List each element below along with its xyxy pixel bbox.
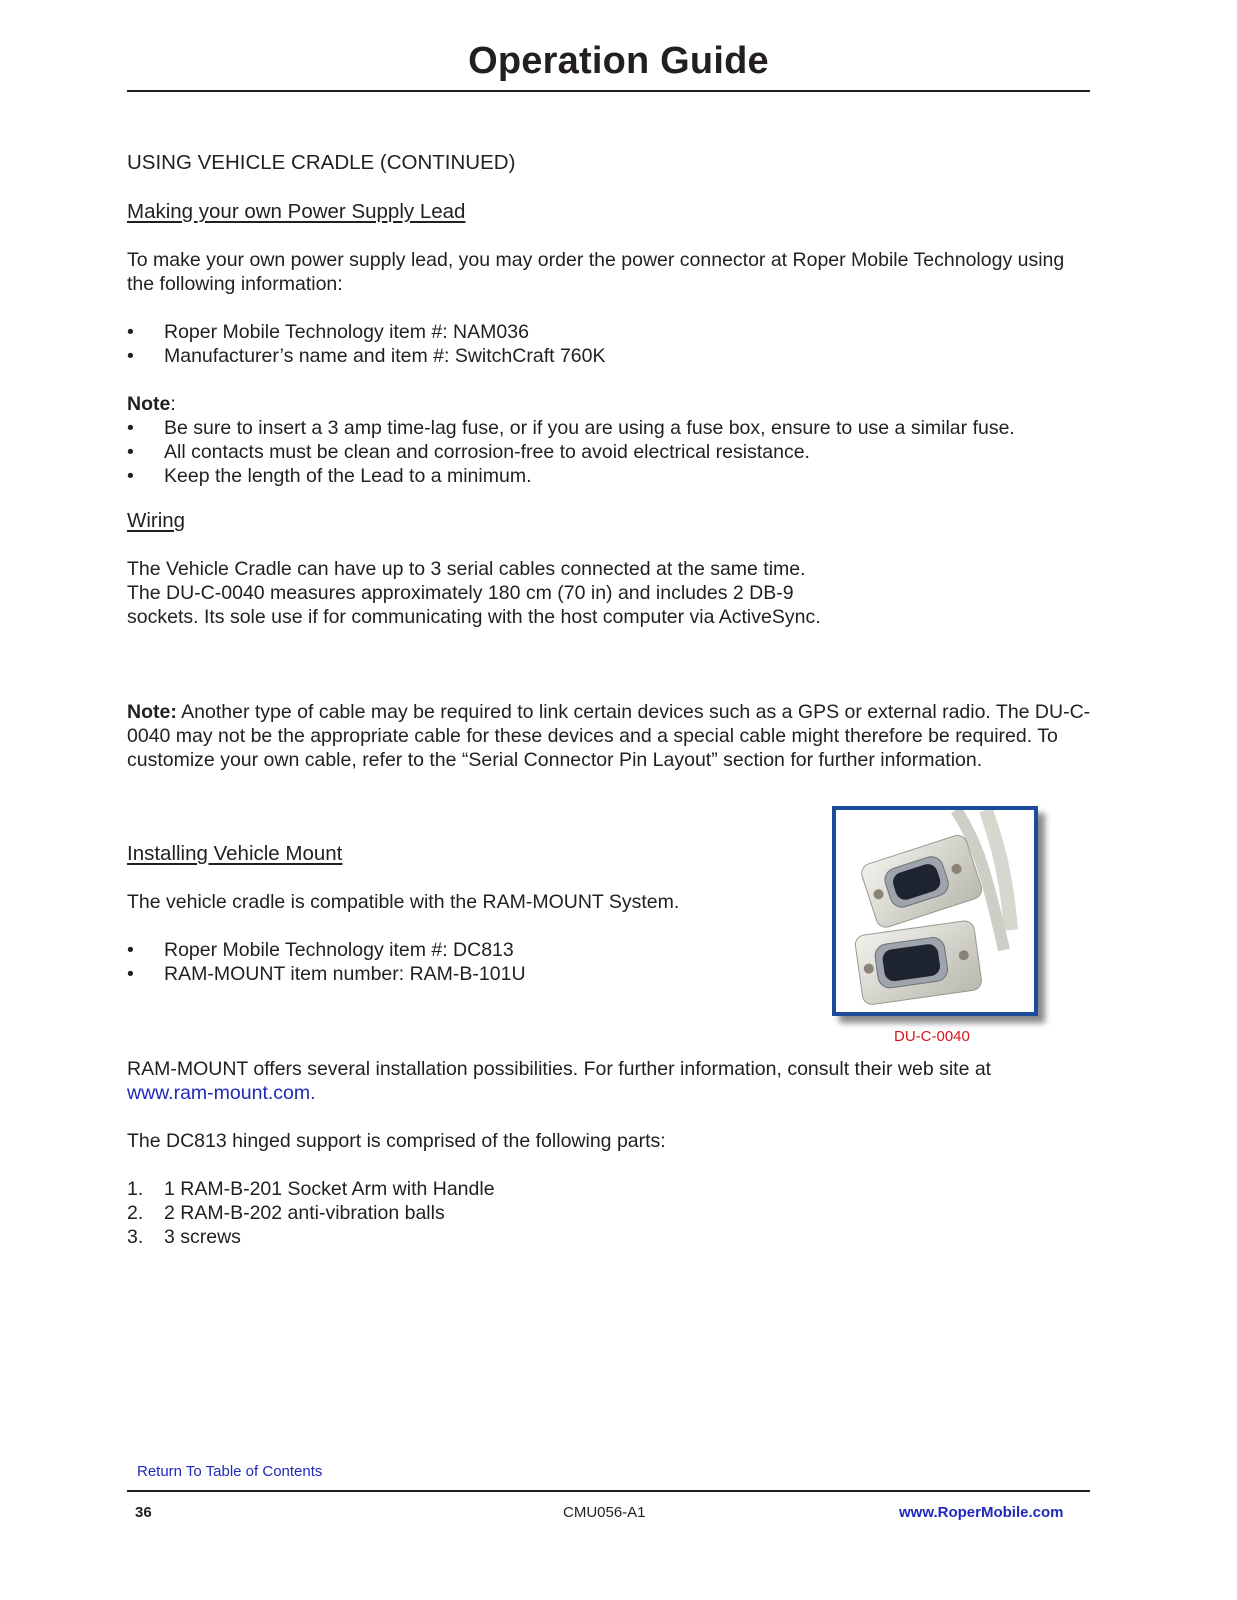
parts-list [127,1177,787,1249]
list-item: • RAM-MOUNT item number: RAM-B-101U [127,963,526,985]
list-item: 3. 3 screws [127,1226,241,1248]
mount-heading: Installing Vehicle Mount [127,842,343,865]
bullet: • [127,963,134,985]
bullet: • [127,465,134,487]
header-rule [127,90,1090,92]
cable-photo [832,806,1038,1016]
note-list [127,416,1067,488]
bullet: • [127,345,134,367]
ram-mount-link[interactable]: www.ram-mount.com. [127,1082,316,1104]
list-item: • Roper Mobile Technology item #: DC813 [127,939,514,961]
list-item: • Be sure to insert a 3 amp time-lag fuse, or if you are using a fuse box, ensure to use a similar fuse. [127,417,1015,439]
list-item: • Manufacturer’s name and item #: SwitchCraft 760K [127,345,606,367]
serial-cable-image [836,810,1034,1012]
section-heading: USING VEHICLE CRADLE (CONTINUED) [127,151,516,174]
bullet: • [127,441,134,463]
bullet: • [127,321,134,343]
bullet: • [127,417,134,439]
list-item: 1. 1 RAM-B-201 Socket Arm with Handle [127,1178,495,1200]
mount-list [127,938,787,986]
toc-link[interactable]: Return To Table of Contents [137,1463,323,1480]
power-lead-heading: Making your own Power Supply Lead [127,200,466,223]
mount-offers: RAM-MOUNT offers several installation possibilities. For further information, consult their web site at [127,1058,992,1080]
list-item: • Keep the length of the Lead to a minimum. [127,465,532,487]
power-lead-intro: To make your own power supply lead, you may order the power connector at Roper Mobile Technology using the following information: [127,249,1065,295]
page-number: 36 [135,1504,152,1521]
list-item: 2. 2 RAM-B-202 anti-vibration balls [127,1202,445,1224]
bullet: • [127,939,134,961]
wiring-line-3: sockets. Its sole use if for communicating with the host computer via ActiveSync. [127,606,821,628]
mount-intro: The vehicle cradle is compatible with the RAM-MOUNT System. [127,891,680,913]
list-item: • Roper Mobile Technology item #: NAM036 [127,321,529,343]
figure-caption: DU-C-0040 [894,1028,970,1045]
list-item: • All contacts must be clean and corrosion-free to avoid electrical resistance. [127,441,810,463]
wiring-heading: Wiring [127,509,186,532]
wiring-line-2: The DU-C-0040 measures approximately 180 cm (70 in) and includes 2 DB-9 [127,582,794,604]
footer-rule [127,1490,1090,1492]
parts-intro: The DC813 hinged support is comprised of the following parts: [127,1130,666,1152]
power-lead-list [127,320,1067,368]
wiring-line-1: The Vehicle Cradle can have up to 3 serial cables connected at the same time. [127,558,806,580]
wiring-note: Note: Another type of cable may be required to link certain devices such as a GPS or external radio. The DU-C-0040 may not be the appropriate cable for these devices and a special cable might therefore be required. To customize your own cable, refer to the “Serial Connector Pin Layout” section for further information. [127,701,1091,771]
note-label: Note: [127,393,176,415]
page-title: Operation Guide [468,40,769,82]
website-link[interactable]: www.RoperMobile.com [899,1504,1064,1521]
doc-code: CMU056-A1 [563,1504,646,1521]
